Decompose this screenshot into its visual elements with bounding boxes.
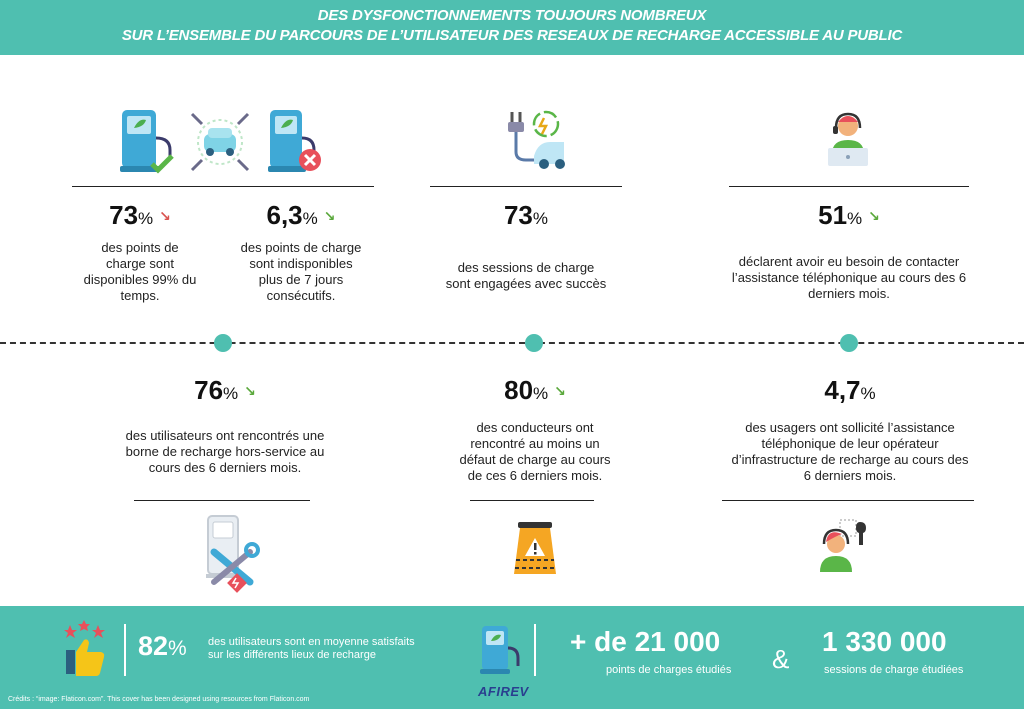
divider-top-left xyxy=(72,186,374,187)
divider-bottom-left xyxy=(134,500,310,501)
desc-line: défaut de charge au cours xyxy=(459,452,611,467)
desc-line: d’infrastructure de recharge au cours des xyxy=(731,452,969,467)
footer-divider-2 xyxy=(534,624,536,676)
sessions-value: 1 330 000 xyxy=(822,626,947,657)
desc-line: temps. xyxy=(120,288,160,303)
divider-top-middle xyxy=(430,186,622,187)
desc-line: des utilisateurs ont rencontrés une xyxy=(125,428,325,443)
desc-line: des points de charge xyxy=(240,240,362,255)
broken-station-icon xyxy=(200,512,264,594)
stat-availability-desc xyxy=(70,240,210,304)
ampersand: & xyxy=(772,644,790,674)
stat-value: 73 xyxy=(109,200,139,230)
stat-unavailability xyxy=(226,200,376,231)
desc-line: sont engagées avec succès xyxy=(445,276,607,291)
stat-operator-assistance-desc xyxy=(700,420,1000,484)
stat-sessions-success-desc xyxy=(420,260,632,292)
credits-text: Crédits : “image: Flaticon.com”. This cover has been designed using resources from Flaticon.com xyxy=(8,696,310,703)
satisfaction-stat xyxy=(138,631,187,662)
desc-line: derniers mois. xyxy=(808,286,890,301)
stat-sessions-success xyxy=(430,200,622,231)
satisfaction-desc xyxy=(208,636,415,662)
desc-line: des sessions de charge xyxy=(457,260,595,275)
timeline-dot-right xyxy=(840,334,858,352)
stat-out-of-service xyxy=(120,375,330,406)
stat-value: 73 xyxy=(503,200,533,230)
stat-operator-assistance xyxy=(730,375,970,406)
desc-line: des utilisateurs sont en moyenne satisfaits xyxy=(208,636,415,648)
stat-unit: % xyxy=(302,209,318,228)
trend-down-red-icon: ↘ xyxy=(159,208,171,224)
header-title-line2: SUR L’ENSEMBLE DU PARCOURS DE L’UTILISATEUR DES RESEAUX DE RECHARGE ACCESSIBLE AU PUBLIC xyxy=(121,27,903,44)
desc-line: l’assistance téléphonique au cours des 6 xyxy=(731,270,967,285)
footer-station-icon xyxy=(478,624,522,676)
electric-car-icon xyxy=(186,108,254,176)
stat-value: 76 xyxy=(194,375,224,405)
stat-value: 51 xyxy=(818,200,848,230)
desc-line: cours des 6 derniers mois. xyxy=(148,460,302,475)
stat-contact-assistance-desc xyxy=(694,254,1004,302)
call-center-icon xyxy=(824,110,872,168)
trend-down-green-icon: ↘ xyxy=(244,383,256,399)
trend-down-green-icon: ↘ xyxy=(554,383,566,399)
support-agent-icon xyxy=(818,518,874,574)
plug-car-icon xyxy=(498,106,570,176)
trend-down-green-icon: ↘ xyxy=(323,208,336,224)
desc-line: charge sont xyxy=(106,256,174,271)
timeline-dot-middle xyxy=(525,334,543,352)
footer-divider-1 xyxy=(124,624,126,676)
desc-line: déclarent avoir eu besoin de contacter xyxy=(738,254,960,269)
header-title-line1: DES DYSFONCTIONNEMENTS TOUJOURS NOMBREUX xyxy=(317,7,707,24)
charging-station-ok-icon xyxy=(118,108,178,174)
stat-unit: % xyxy=(138,209,154,228)
stat-value: 4,7 xyxy=(824,375,861,405)
stat-contact-assistance xyxy=(729,200,969,231)
desc-line: des conducteurs ont xyxy=(476,420,594,435)
afirev-logo: AFIREV xyxy=(478,684,529,699)
stat-value: 80 xyxy=(504,375,534,405)
stat-unit: % xyxy=(847,209,863,228)
stat-unit: % xyxy=(533,384,549,403)
stat-charging-failure xyxy=(445,375,625,406)
desc-line: rencontré au moins un xyxy=(470,436,600,451)
stat-unit: % xyxy=(532,209,549,228)
divider-top-right xyxy=(729,186,969,187)
desc-line: borne de recharge hors-service au xyxy=(125,444,325,459)
desc-line: téléphonique de leur opérateur xyxy=(761,436,939,451)
stat-unit: % xyxy=(223,384,239,403)
stat-out-of-service-desc xyxy=(100,428,350,476)
charging-station-error-icon xyxy=(266,108,324,174)
desc-line: plus de 7 jours xyxy=(258,272,344,287)
stat-availability xyxy=(70,200,210,231)
trend-down-green-icon: ↘ xyxy=(868,208,880,224)
desc-line: des points de xyxy=(101,240,179,255)
desc-line: disponibles 99% du xyxy=(83,272,197,287)
sessions-label: sessions de charge étudiées xyxy=(824,664,964,676)
satisfaction-unit: % xyxy=(168,637,187,660)
desc-line: 6 derniers mois. xyxy=(803,468,897,483)
desc-line: sur les différents lieux de recharge xyxy=(208,649,376,661)
warning-sign-icon xyxy=(510,520,560,576)
desc-line: sont indisponibles xyxy=(249,256,353,271)
divider-bottom-right xyxy=(722,500,974,501)
divider-bottom-middle xyxy=(470,500,594,501)
points-value: + de 21 000 xyxy=(570,626,721,657)
stat-unit: % xyxy=(860,384,876,403)
thumbs-up-icon xyxy=(60,620,110,678)
timeline-dot-left xyxy=(214,334,232,352)
header-banner xyxy=(0,0,1024,55)
stat-value: 6,3 xyxy=(266,200,303,230)
desc-line: des usagers ont sollicité l’assistance xyxy=(745,420,955,435)
dashed-separator xyxy=(0,342,1024,344)
stat-charging-failure-desc xyxy=(440,420,630,484)
desc-line: consécutifs. xyxy=(266,288,336,303)
desc-line: de ces 6 derniers mois. xyxy=(467,468,603,483)
stat-unavailability-desc xyxy=(226,240,376,304)
points-label: points de charges étudiés xyxy=(606,664,732,676)
satisfaction-value: 82 xyxy=(138,631,169,661)
